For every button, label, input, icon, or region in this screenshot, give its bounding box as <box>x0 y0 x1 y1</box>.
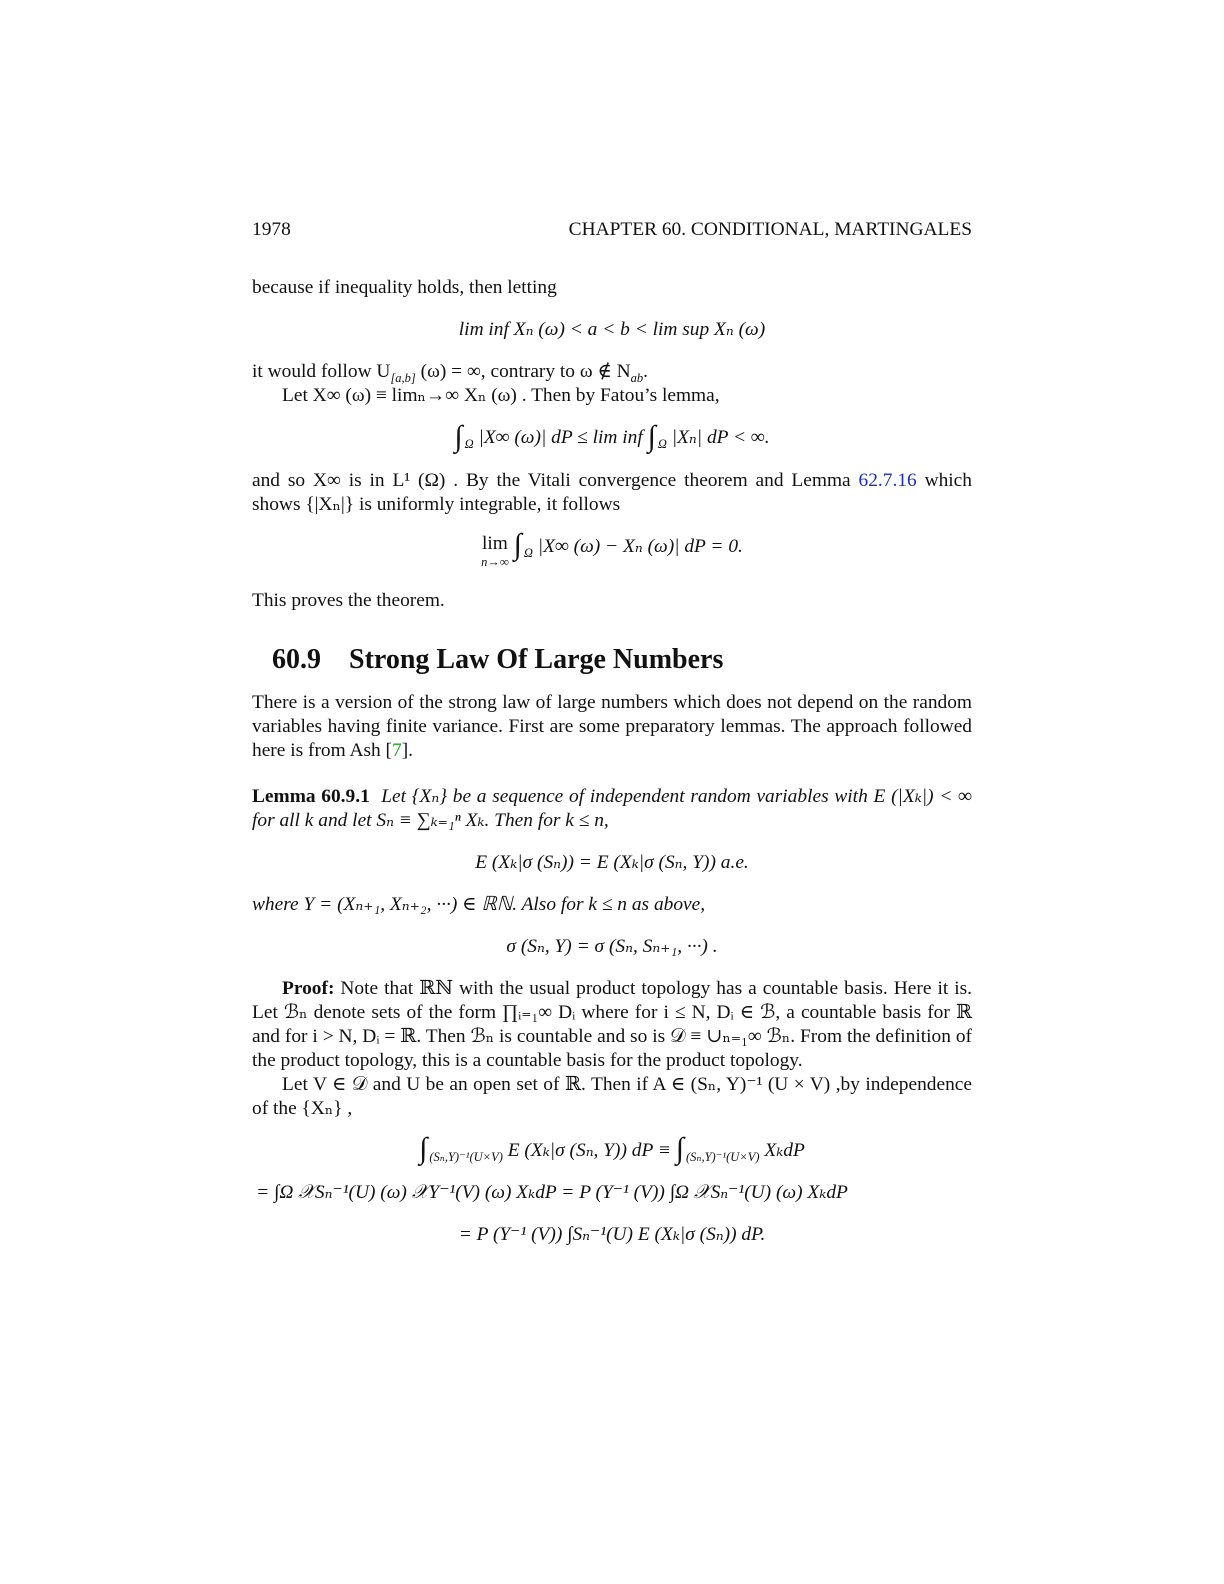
page <box>252 218 972 1265</box>
proof-paragraph-1: Proof: Note that ℝℕ with the usual product topology has a countable basis. Here it is. Let ℬₙ denote sets of the form ∏ᵢ₌₁∞ Dᵢ where for i ≤ N, Dᵢ ∈ ℬ, a countable basis for ℝ and for i > N, Dᵢ = ℝ. Then ℬₙ is countable and so is 𝒟 ≡ ∪ₙ₌₁∞ ℬₙ. From the definition of the product topology, this is a countable basis for the product topology. <box>252 977 973 1071</box>
page-header <box>252 218 972 242</box>
intro-line-4: and so X∞ is in L¹ (Ω) . By the Vitali convergence theorem and Lemma 62.7.16 which shows {|Xₙ|} is uniformly integrable, it follows <box>252 469 972 515</box>
lemma-statement <box>252 785 972 833</box>
intro-line-3: Let X∞ (ω) ≡ limₙ→∞ Xₙ (ω) . Then by Fatou’s lemma, <box>282 385 720 406</box>
proof-paragraph-2: Let V ∈ 𝒟 and U be an open set of ℝ. Then if A ∈ (Sₙ, Y)⁻¹ (U × V) ,by independence of the {Xₙ} , <box>252 1073 972 1119</box>
intro-line-2: it would follow $U_{[a,b]}$ (ω) = ∞, contrary to ω ∉ $N_{ab}$. <box>252 361 649 385</box>
equation-liminf-text: lim inf Xₙ (ω) < a < b < lim sup Xₙ (ω) <box>458 319 766 340</box>
section-paragraph: There is a version of the strong law of large numbers which does not depend on the random variables having finite variance. First are some preparatory lemmas. The approach followed here is from Ash [7]. <box>252 691 972 761</box>
section-title: Strong Law Of Large Numbers <box>349 643 724 675</box>
lemma-reference-link[interactable]: 62.7.16 <box>858 469 917 491</box>
intro-line-1: because if inequality holds, then letting <box>252 277 557 298</box>
page-number: 1978 <box>252 219 291 240</box>
proof-equation-2: = ∫Ω 𝒳Sₙ⁻¹(U) (ω) 𝒳Y⁻¹(V) (ω) XₖdP = P (Y⁻¹ (V)) ∫Ω 𝒳Sₙ⁻¹(U) (ω) XₖdP <box>256 1182 848 1204</box>
lemma-text: Let {Xₙ} be a sequence of independent random variables with E (|Xₖ|) < ∞ for all k and let Sₙ ≡ ∑ₖ₌₁ⁿ Xₖ. Then for k ≤ n, <box>252 785 972 831</box>
lemma-equation-1: E (Xₖ|σ (Sₙ)) = E (Xₖ|σ (Sₙ, Y)) a.e. <box>475 851 749 873</box>
section-heading <box>272 643 972 677</box>
proof-equation-1: ∫ $_{(S_n,Y)^{-1}(U\times V)}$ E (Xₖ|σ (Sₙ, Y)) dP ≡ ∫ $_{(S_n,Y)^{-1}(U\times V)}$ XₖdP <box>419 1132 805 1166</box>
equation-vitali: lim n→∞ ∫ $_\Omega$ |X∞ (ω) − Xₙ (ω)| dP = 0. <box>481 528 743 569</box>
proof-label: Proof: <box>282 977 335 999</box>
lemma-label: Lemma 60.9.1 <box>252 785 370 807</box>
proof-equation-3: = P (Y⁻¹ (V)) ∫Sₙ⁻¹(U) E (Xₖ|σ (Sₙ)) dP. <box>458 1224 766 1246</box>
intro-line-5: This proves the theorem. <box>252 589 445 611</box>
citation-link[interactable]: 7 <box>392 739 402 761</box>
equation-liminf-limsup <box>252 318 972 342</box>
section-number: 60.9 <box>272 643 321 675</box>
lemma-where: where Y = (Xₙ₊₁, Xₙ₊₂, ···) ∈ ℝℕ. Also for k ≤ n as above, <box>252 893 706 915</box>
running-title: CHAPTER 60. CONDITIONAL, MARTINGALES <box>568 219 972 240</box>
equation-fatou: ∫ $_\Omega$ |X∞ (ω)| dP ≤ lim inf ∫ $_\Omega$ |Xₙ| dP < ∞. <box>454 419 770 453</box>
lemma-equation-2: σ (Sₙ, Y) = σ (Sₙ, Sₙ₊₁, ···) . <box>506 935 718 957</box>
